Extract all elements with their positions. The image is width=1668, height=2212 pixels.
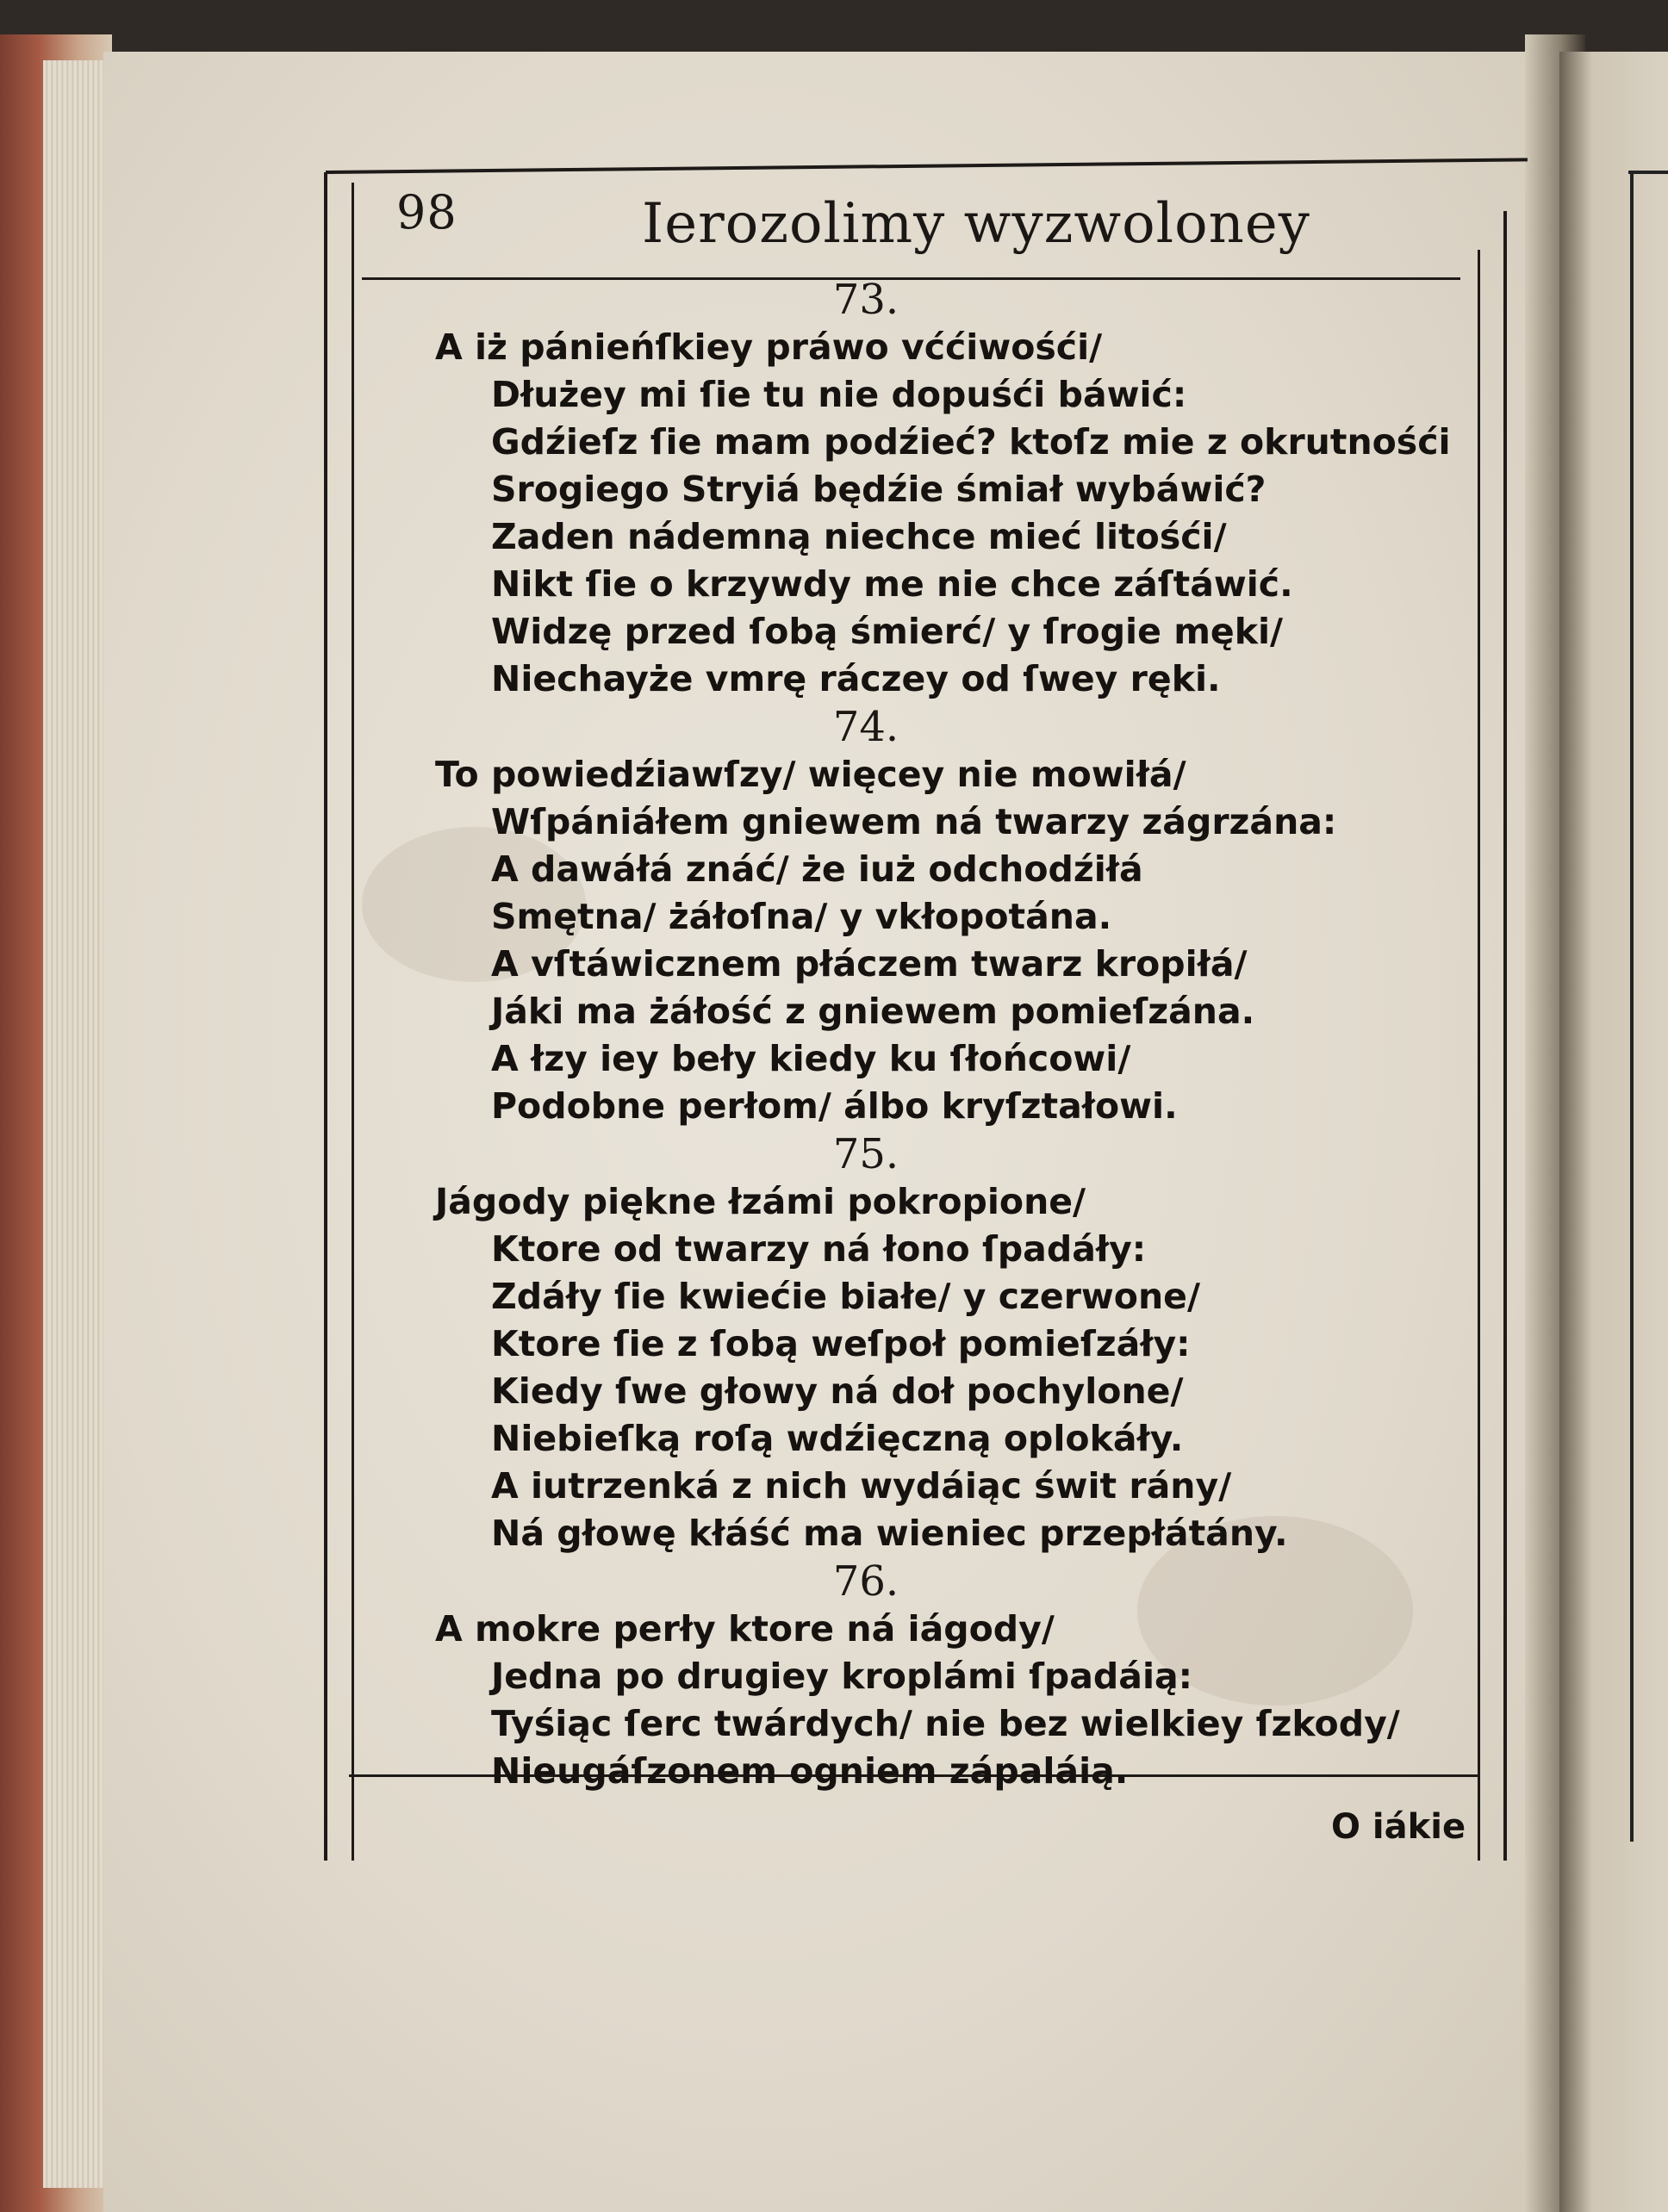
verse-line: Podobne perłom/ álbo kryſztałowi. bbox=[491, 1085, 1178, 1127]
frame-rule-left-outer bbox=[324, 172, 327, 1861]
frame-rule-right-outer bbox=[1503, 211, 1507, 1861]
facing-page-rule bbox=[1630, 171, 1634, 1842]
verse-line: Tyśiąc ſerc twárdych/ nie bez wielkiey ſzkody/ bbox=[491, 1703, 1400, 1744]
verse-line: Nieugáſzonem ogniem zápaláią. bbox=[491, 1750, 1129, 1792]
verse-line: Ná głowę kłáść ma wieniec przepłátány. bbox=[491, 1513, 1288, 1554]
verse-line: Jágody piękne łzámi pokropione/ bbox=[435, 1181, 1086, 1222]
verse-line: A dawáłá znáć/ że iuż odchodźiłá bbox=[491, 848, 1143, 890]
verse-line: A łzy iey beły kiedy ku ſłońcowi/ bbox=[491, 1038, 1131, 1079]
page-header bbox=[362, 177, 1310, 273]
catchword: O iákie bbox=[1331, 1807, 1466, 1847]
verse-line: Ktore od twarzy ná łono ſpadáły: bbox=[491, 1228, 1147, 1270]
facing-page-rule bbox=[1628, 171, 1668, 174]
verse-line: A mokre perły ktore ná iágody/ bbox=[435, 1608, 1055, 1650]
stanza bbox=[435, 703, 1469, 1130]
facing-page-edge bbox=[1559, 52, 1668, 2212]
verse-line: Zaden nádemną niechce mieć litośći/ bbox=[491, 516, 1227, 557]
verse-line: Smętna/ żáłoſna/ y vkłopotána. bbox=[491, 896, 1112, 937]
stanza bbox=[435, 276, 1469, 703]
stanza-number: 76. bbox=[832, 1557, 899, 1606]
verse-line: Niebieſką roſą wdźięczną oplokáły. bbox=[491, 1418, 1184, 1459]
stanza bbox=[435, 1130, 1469, 1557]
verse-line: Srogiego Stryiá będźie śmiał wybáwić? bbox=[491, 469, 1267, 510]
verse-line: Dłużey mi ſie tu nie dopuśći báwić: bbox=[491, 374, 1187, 415]
verse-line: Ktore ſie z ſobą weſpoł pomieſzáły: bbox=[491, 1323, 1191, 1364]
verse-line: Gdźieſz ſie mam podźieć? ktoſz mie z okrutnośći bbox=[491, 421, 1451, 463]
frame-rule-right-inner bbox=[1478, 250, 1480, 1861]
verse-line: Niechayże vmrę ráczey od ſwey ręki. bbox=[491, 658, 1221, 699]
stanza-number: 75. bbox=[832, 1130, 899, 1178]
verse-line: A iutrzenká z nich wydáiąc świt rány/ bbox=[491, 1465, 1232, 1507]
verse-line: A iż pánieńſkiey práwo vććiwośći/ bbox=[435, 326, 1103, 368]
page-stack-edge bbox=[43, 60, 112, 2188]
verse-line: Nikt ſie o krzywdy me nie chce záſtáwić. bbox=[491, 563, 1293, 605]
verse-line: Jáki ma żáłość z gniewem pomieſzána. bbox=[491, 991, 1255, 1032]
verse-line: Wſpániáłem gniewem ná twarzy zágrzána: bbox=[491, 801, 1337, 842]
verse-line: To powiedźiawſzy/ więcey nie mowiłá/ bbox=[435, 754, 1186, 795]
running-title: Ierozolimy wyzwoloney bbox=[642, 192, 1310, 256]
verse-line: Jedna po drugiey kroplámi ſpadáią: bbox=[491, 1656, 1193, 1697]
verse-text bbox=[435, 276, 1469, 1795]
frame-rule-left-inner bbox=[352, 183, 354, 1861]
verse-line: Widzę przed ſobą śmierć/ y ſrogie męki/ bbox=[491, 611, 1284, 652]
stanza bbox=[435, 1557, 1469, 1795]
verse-line: Kiedy ſwe głowy ná doł pochylone/ bbox=[491, 1370, 1184, 1412]
page-number: 98 bbox=[396, 185, 457, 239]
verse-line: Zdáły ſie kwiećie białe/ y czerwone/ bbox=[491, 1276, 1200, 1317]
verse-line: A vſtáwicznem płáczem twarz kropiłá/ bbox=[491, 943, 1248, 985]
stanza-number: 74. bbox=[832, 703, 899, 751]
stanza-number: 73. bbox=[832, 276, 899, 324]
